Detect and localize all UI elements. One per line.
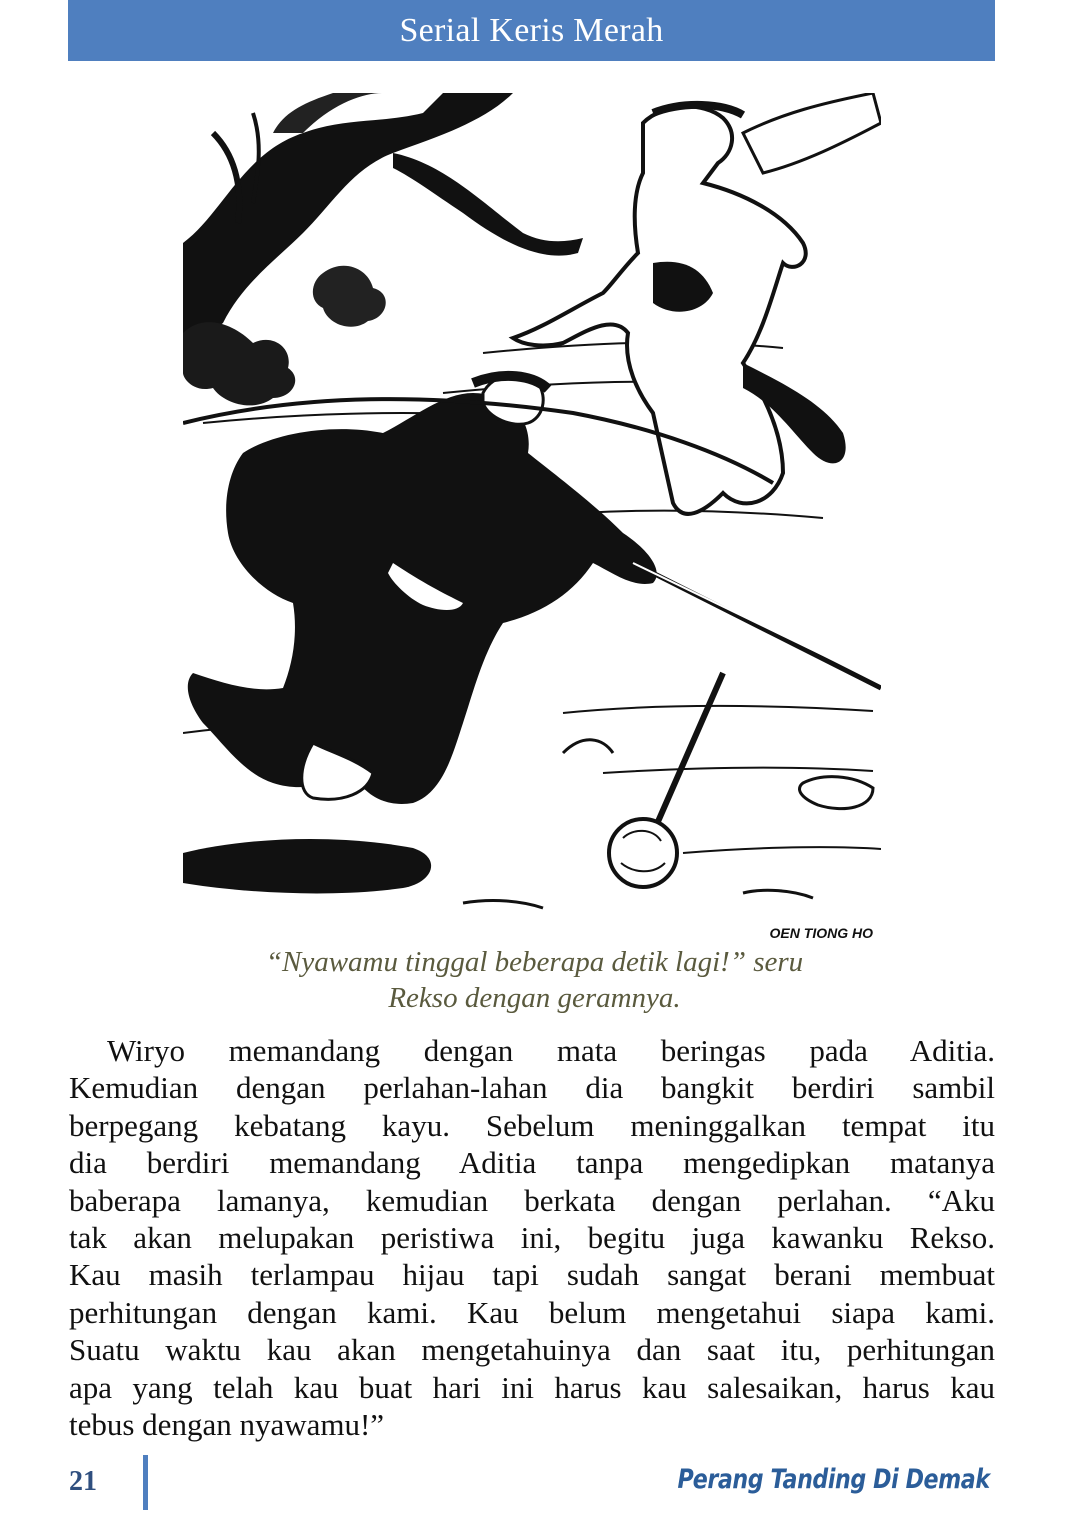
body-line: Kemudian dengan perlahan-lahan dia bangkit berdiri sambil — [69, 1070, 995, 1106]
body-line: baberapa lamanya, kemudian berkata dengan perlahan. “Aku — [69, 1182, 995, 1218]
story-illustration — [183, 93, 881, 943]
body-line: tak akan melupakan peristiwa ini, begitu juga kawanku Rekso. — [69, 1220, 995, 1256]
body-line: tebus dengan nyawamu!” — [69, 1407, 385, 1443]
body-line: apa yang telah kau buat hari ini harus kau salesaikan, harus kau — [69, 1369, 995, 1405]
body-line: dia berdiri memandang Aditia tanpa mengedipkan matanya — [69, 1145, 995, 1181]
body-line: Suatu waktu kau akan mengetahuinya dan saat itu, perhitungan — [69, 1332, 995, 1368]
caption-line-1: “Nyawamu tinggal beberapa detik lagi!” seru — [265, 946, 804, 978]
page-number: 21 — [69, 1466, 97, 1497]
artist-signature: OEN TIONG HO — [769, 925, 873, 941]
caption-line-2: Rekso dengan geramnya. — [388, 982, 681, 1014]
body-line: berpegang kebatang kayu. Sebelum meninggalkan tempat itu — [69, 1107, 995, 1143]
illustration-drawing — [183, 93, 881, 943]
body-paragraph — [69, 1032, 995, 1443]
body-line: Kau masih terlampau hijau tapi sudah sangat berani membuat — [69, 1257, 995, 1293]
book-title: Perang Tanding Di Demak — [677, 1464, 990, 1495]
body-line: Wiryo memandang dengan mata beringas pada Aditia. — [107, 1033, 995, 1068]
footer-divider — [143, 1455, 148, 1510]
series-title: Serial Keris Merah — [399, 11, 664, 49]
body-line: perhitungan dengan kami. Kau belum mengetahui siapa kami. — [69, 1294, 995, 1330]
header-bar — [68, 0, 995, 61]
illustration-caption — [120, 944, 949, 1016]
